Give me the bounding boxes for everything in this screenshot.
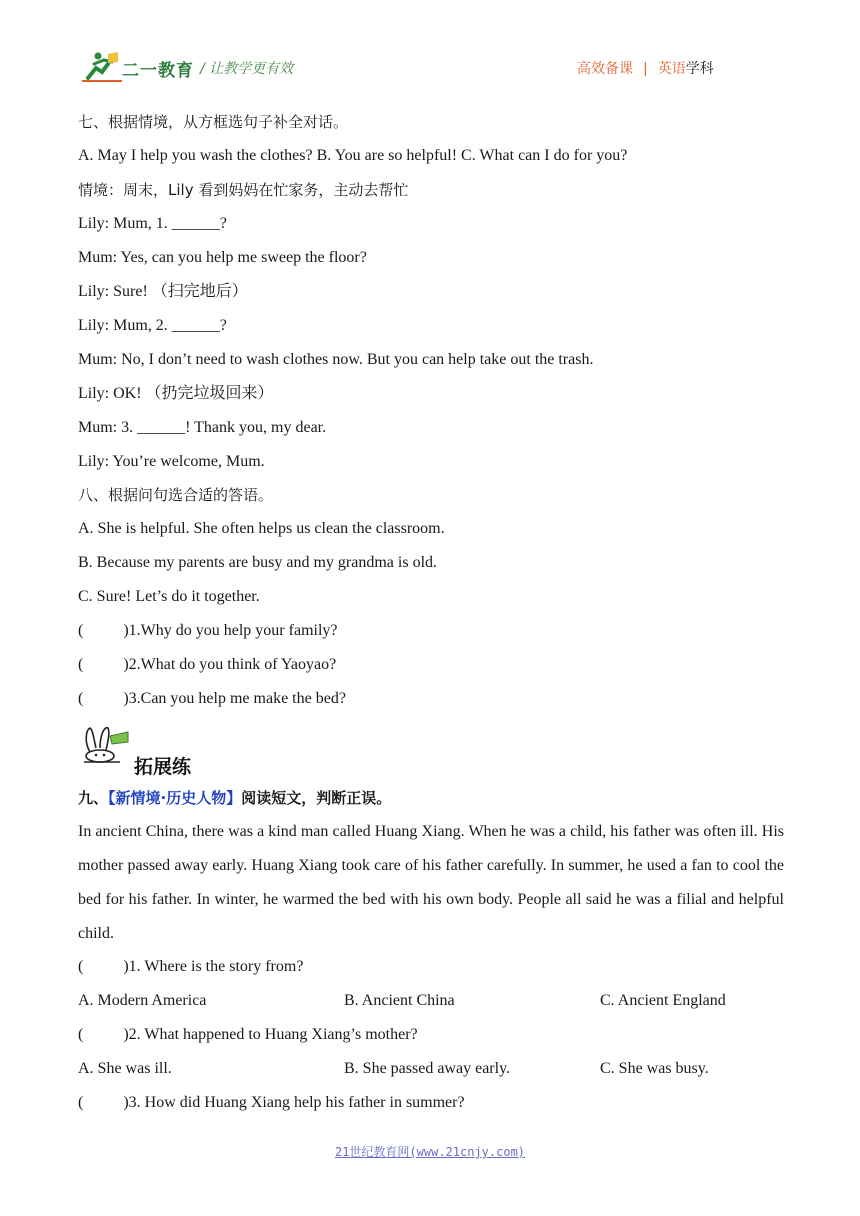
dialogue-line: Mum: Yes, can you help me sweep the floor? xyxy=(78,249,367,266)
section7-context: 情境：周末，Lily 看到妈妈在忙家务，主动去帮忙 xyxy=(78,181,409,199)
q2-option-a: A. She was ill. xyxy=(78,1060,172,1077)
header-subject xyxy=(577,58,714,78)
q2-option-c: C. She was busy. xyxy=(600,1060,709,1077)
extension-title: 拓展练 xyxy=(134,756,192,778)
section9-prefix: 九、 xyxy=(78,789,109,807)
section8-question: ( )2.What do you think of Yaoyao? xyxy=(78,656,337,673)
rabbit-mascot-icon xyxy=(80,722,132,764)
dialogue-line: Lily: OK! （扔完垃圾回来） xyxy=(78,385,274,402)
dialogue-line: Lily: Mum, 2. ______? xyxy=(78,317,227,334)
dialogue-line: Mum: 3. ______! Thank you, my dear. xyxy=(78,419,327,436)
header-label-english: 英语 xyxy=(657,61,686,77)
dialogue-line: Lily: Mum, 1. ______? xyxy=(78,215,227,232)
brand-name: 二一教育 xyxy=(122,61,194,81)
section9-question-3: ( )3. How did Huang Xiang help his father in summer? xyxy=(78,1094,465,1111)
section9-question-2: ( )2. What happened to Huang Xiang’s mother? xyxy=(78,1026,418,1043)
section9-question-1: ( )1. Where is the story from? xyxy=(78,958,304,975)
q1-option-a: A. Modern America xyxy=(78,992,207,1009)
footer-link[interactable]: 21世纪教育网(www.21cnjy.com) xyxy=(334,1145,526,1159)
dialogue-line: Mum: No, I don’t need to wash clothes now. But you can help take out the trash. xyxy=(78,351,594,368)
header-separator: | xyxy=(643,61,648,77)
section8-option: A. She is helpful. She often helps us clean the classroom. xyxy=(78,520,445,537)
section8-question: ( )3.Can you help me make the bed? xyxy=(78,690,346,707)
dialogue-line: Lily: You’re welcome, Mum. xyxy=(78,453,265,470)
q1-option-b: B. Ancient China xyxy=(344,992,455,1009)
header-label-prep: 高效备课 xyxy=(577,61,633,77)
header-label-subject: 学科 xyxy=(685,61,714,77)
section9-instruction: 阅读短文，判断正误。 xyxy=(241,789,392,807)
section7-title: 七、根据情境，从方框选句子补全对话。 xyxy=(78,113,349,131)
page-header xyxy=(0,0,860,100)
q1-option-c: C. Ancient England xyxy=(600,992,726,1009)
reading-passage: In ancient China, there was a kind man called Huang Xiang. When he was a child, his father was often ill. His mother passed away early. Huang Xiang took care of his father carefully. In summer, he used a fan to cool the bed for his father. In winter, he warmed the bed with his own body. People all said he was a filial and helpful child. xyxy=(78,823,784,942)
section8-title: 八、根据问句选合适的答语。 xyxy=(78,486,274,504)
dialogue-line: Lily: Sure! （扫完地后） xyxy=(78,283,248,300)
section9-tag: 【新情境·历史人物】 xyxy=(108,789,242,807)
brand-slogan: / 让教学更有效 xyxy=(200,61,294,77)
section8-question: ( )1.Why do you help your family? xyxy=(78,622,338,639)
section7-options: A. May I help you wash the clothes? B. You are so helpful! C. What can I do for you? xyxy=(78,147,628,164)
section8-option: B. Because my parents are busy and my grandma is old. xyxy=(78,554,438,571)
q2-option-b: B. She passed away early. xyxy=(344,1060,511,1077)
section8-option: C. Sure! Let’s do it together. xyxy=(78,588,260,605)
section9-title xyxy=(78,788,391,808)
